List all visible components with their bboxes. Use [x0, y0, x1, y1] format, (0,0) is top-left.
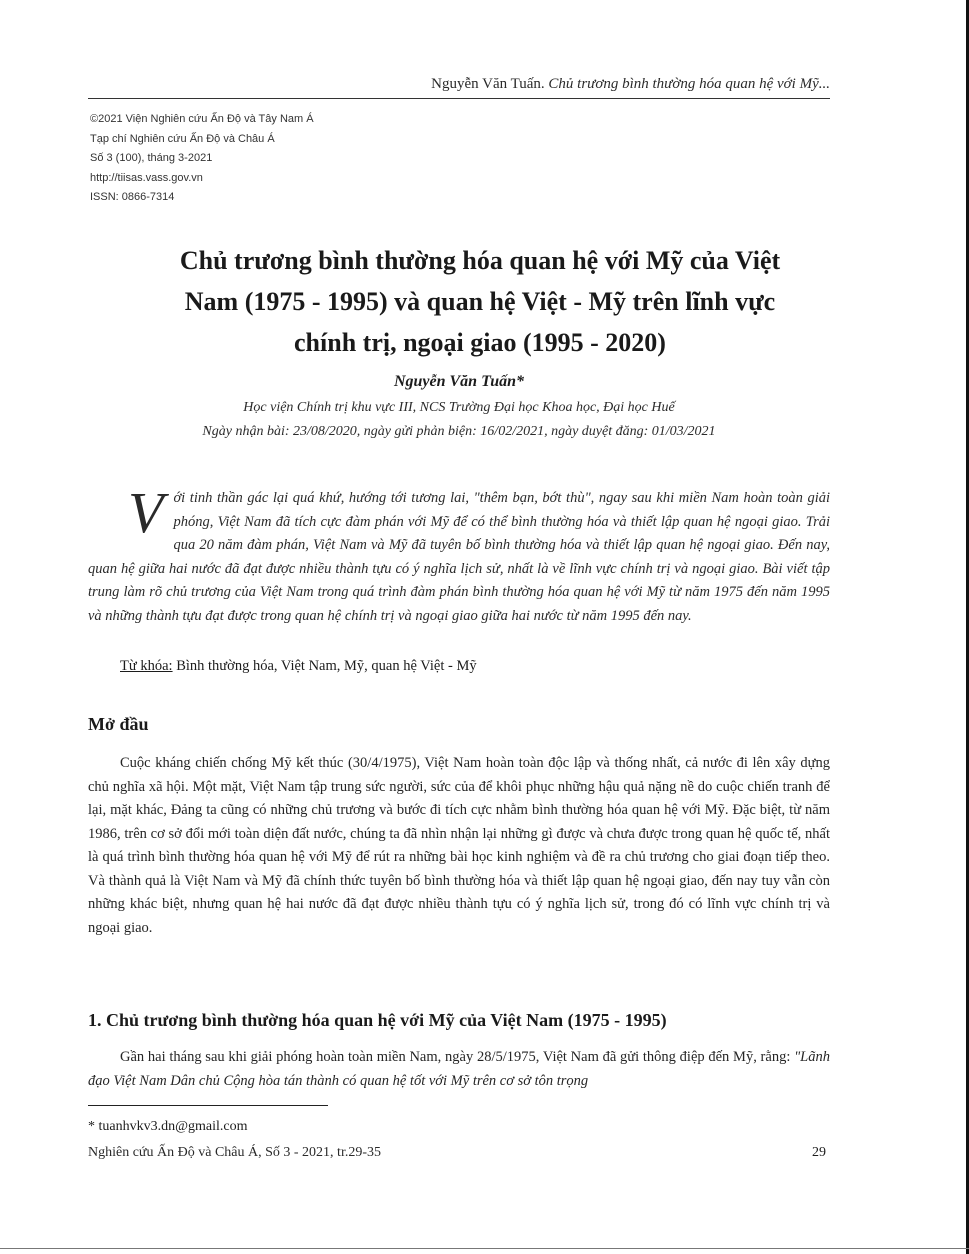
section-1-heading-wrap — [88, 1010, 667, 1031]
meta-issn: ISSN: 0866-7314 — [90, 191, 175, 203]
keywords-text: Bình thường hóa, Việt Nam, Mỹ, quan hệ Việt - Mỹ — [172, 658, 477, 674]
section-1-text: Gần hai tháng sau khi giải phóng hoàn toàn miền Nam, ngày 28/5/1975, Việt Nam đã gửi thông điệp đến Mỹ, rằng: — [120, 1049, 795, 1065]
meta-issue: Số 3 (100), tháng 3-2021 — [90, 152, 213, 164]
journal-footer: Nghiên cứu Ấn Độ và Châu Á, Số 3 - 2021, tr.29-35 — [88, 1145, 382, 1160]
article-title — [110, 240, 850, 363]
running-header — [88, 76, 830, 93]
author-name: Nguyễn Văn Tuấn* — [393, 373, 525, 390]
author-affiliation: Học viện Chính trị khu vực III, NCS Trường Đại học Khoa học, Đại học Huế — [243, 400, 675, 415]
header-rule — [88, 98, 830, 99]
title-line-3: chính trị, ngoại giao (1995 - 2020) — [294, 328, 666, 357]
publication-meta — [90, 110, 314, 208]
running-header-title: Chủ trương bình thường hóa quan hệ với Mỹ... — [548, 76, 830, 92]
abstract-dropcap: V — [128, 480, 164, 545]
bottom-rule — [0, 1248, 969, 1249]
intro-heading-wrap — [88, 714, 148, 735]
intro-paragraph: Cuộc kháng chiến chống Mỹ kết thúc (30/4/1975), Việt Nam hoàn toàn độc lập và thống nhất, cả nước đi lên xây dựng chủ nghĩa xã hội. Một mặt, Việt Nam tập trung sức người, sức của để khôi phục những hậu quả nặng nề do cuộc chiến tranh để lại, mặt khác, Đảng ta cũng có những chủ trương và bước đi tích cực nhằm bình thường hóa quan hệ với Mỹ. Đặc biệt, từ năm 1986, trên cơ sở đổi mới toàn diện đất nước, chúng ta đã nhìn nhận lại những gì được và chưa được trong quan hệ quốc tế, nhất là quá trình bình thường hóa quan hệ với Mỹ để rút ra những bài học kinh nghiệm và đề ra chủ trương cho giai đoạn tiếp theo. Và thành quả là Việt Nam và Mỹ đã chính thức tuyên bố bình thường hóa và thiết lập quan hệ ngoại giao, đến nay tuy vẫn còn những khác biệt, nhưng quan hệ hai nước đã đạt được nhiều thành tựu có ý nghĩa lịch sử, trong đó có lĩnh vực chính trị và ngoại giao. — [88, 755, 830, 936]
running-header-author: Nguyễn Văn Tuấn. — [431, 76, 545, 92]
article-dates: Ngày nhận bài: 23/08/2020, ngày gửi phản biện: 16/02/2021, ngày duyệt đăng: 01/03/2021 — [202, 424, 716, 439]
page-number: 29 — [812, 1145, 826, 1160]
abstract-text: ới tinh thần gác lại quá khứ, hướng tới tương lai, "thêm bạn, bớt thù", ngay sau khi miền Nam hoàn toàn giải phóng, Việt Nam đã tích cực đàm phán với Mỹ để có thể bình thường hóa và thiết lập quan hệ ngoại giao. Trải qua 20 năm đàm phán, Việt Nam và Mỹ đã tuyên bố bình thường hóa và thiết lập quan hệ ngoại giao. Đến nay, quan hệ giữa hai nước đã đạt được nhiều thành tựu có ý nghĩa lịch sử, nhất là về lĩnh vực chính trị và ngoại giao. Bài viết tập trung làm rõ chủ trương của Việt Nam trong quá trình đàm phán bình thường hóa quan hệ với Mỹ từ năm 1975 đến năm 1995 và những thành tựu đạt được trong quan hệ chính trị và ngoại giao giữa hai nước từ năm 1995 đến nay. — [88, 490, 830, 624]
abstract — [88, 480, 830, 628]
keywords — [120, 658, 477, 675]
section-1-quote: "Lãnh đạo Việt Nam Dân chủ Cộng hòa tán thành có quan hệ tốt với Mỹ trên cơ sở tôn trọng — [88, 1049, 830, 1089]
section-heading-1: 1. Chủ trương bình thường hóa quan hệ với Mỹ của Việt Nam (1975 - 1995) — [88, 1010, 667, 1030]
footnote-rule — [88, 1105, 328, 1106]
meta-copyright: ©2021 Viện Nghiên cứu Ấn Độ và Tây Nam Á — [90, 113, 314, 125]
title-line-2: Nam (1975 - 1995) và quan hệ Việt - Mỹ trên lĩnh vực — [184, 287, 776, 316]
keywords-label: Từ khóa: — [120, 658, 173, 674]
footnote-email: * tuanhvkv3.dn@gmail.com — [88, 1119, 248, 1134]
meta-url[interactable]: http://tiisas.vass.gov.vn — [90, 171, 203, 184]
section-1-paragraph — [88, 1046, 830, 1093]
title-line-1: Chủ trương bình thường hóa quan hệ với Mỹ của Việt — [179, 246, 781, 275]
meta-journal: Tạp chí Nghiên cứu Ấn Độ và Châu Á — [90, 132, 275, 145]
section-heading-intro: Mở đầu — [88, 714, 149, 734]
